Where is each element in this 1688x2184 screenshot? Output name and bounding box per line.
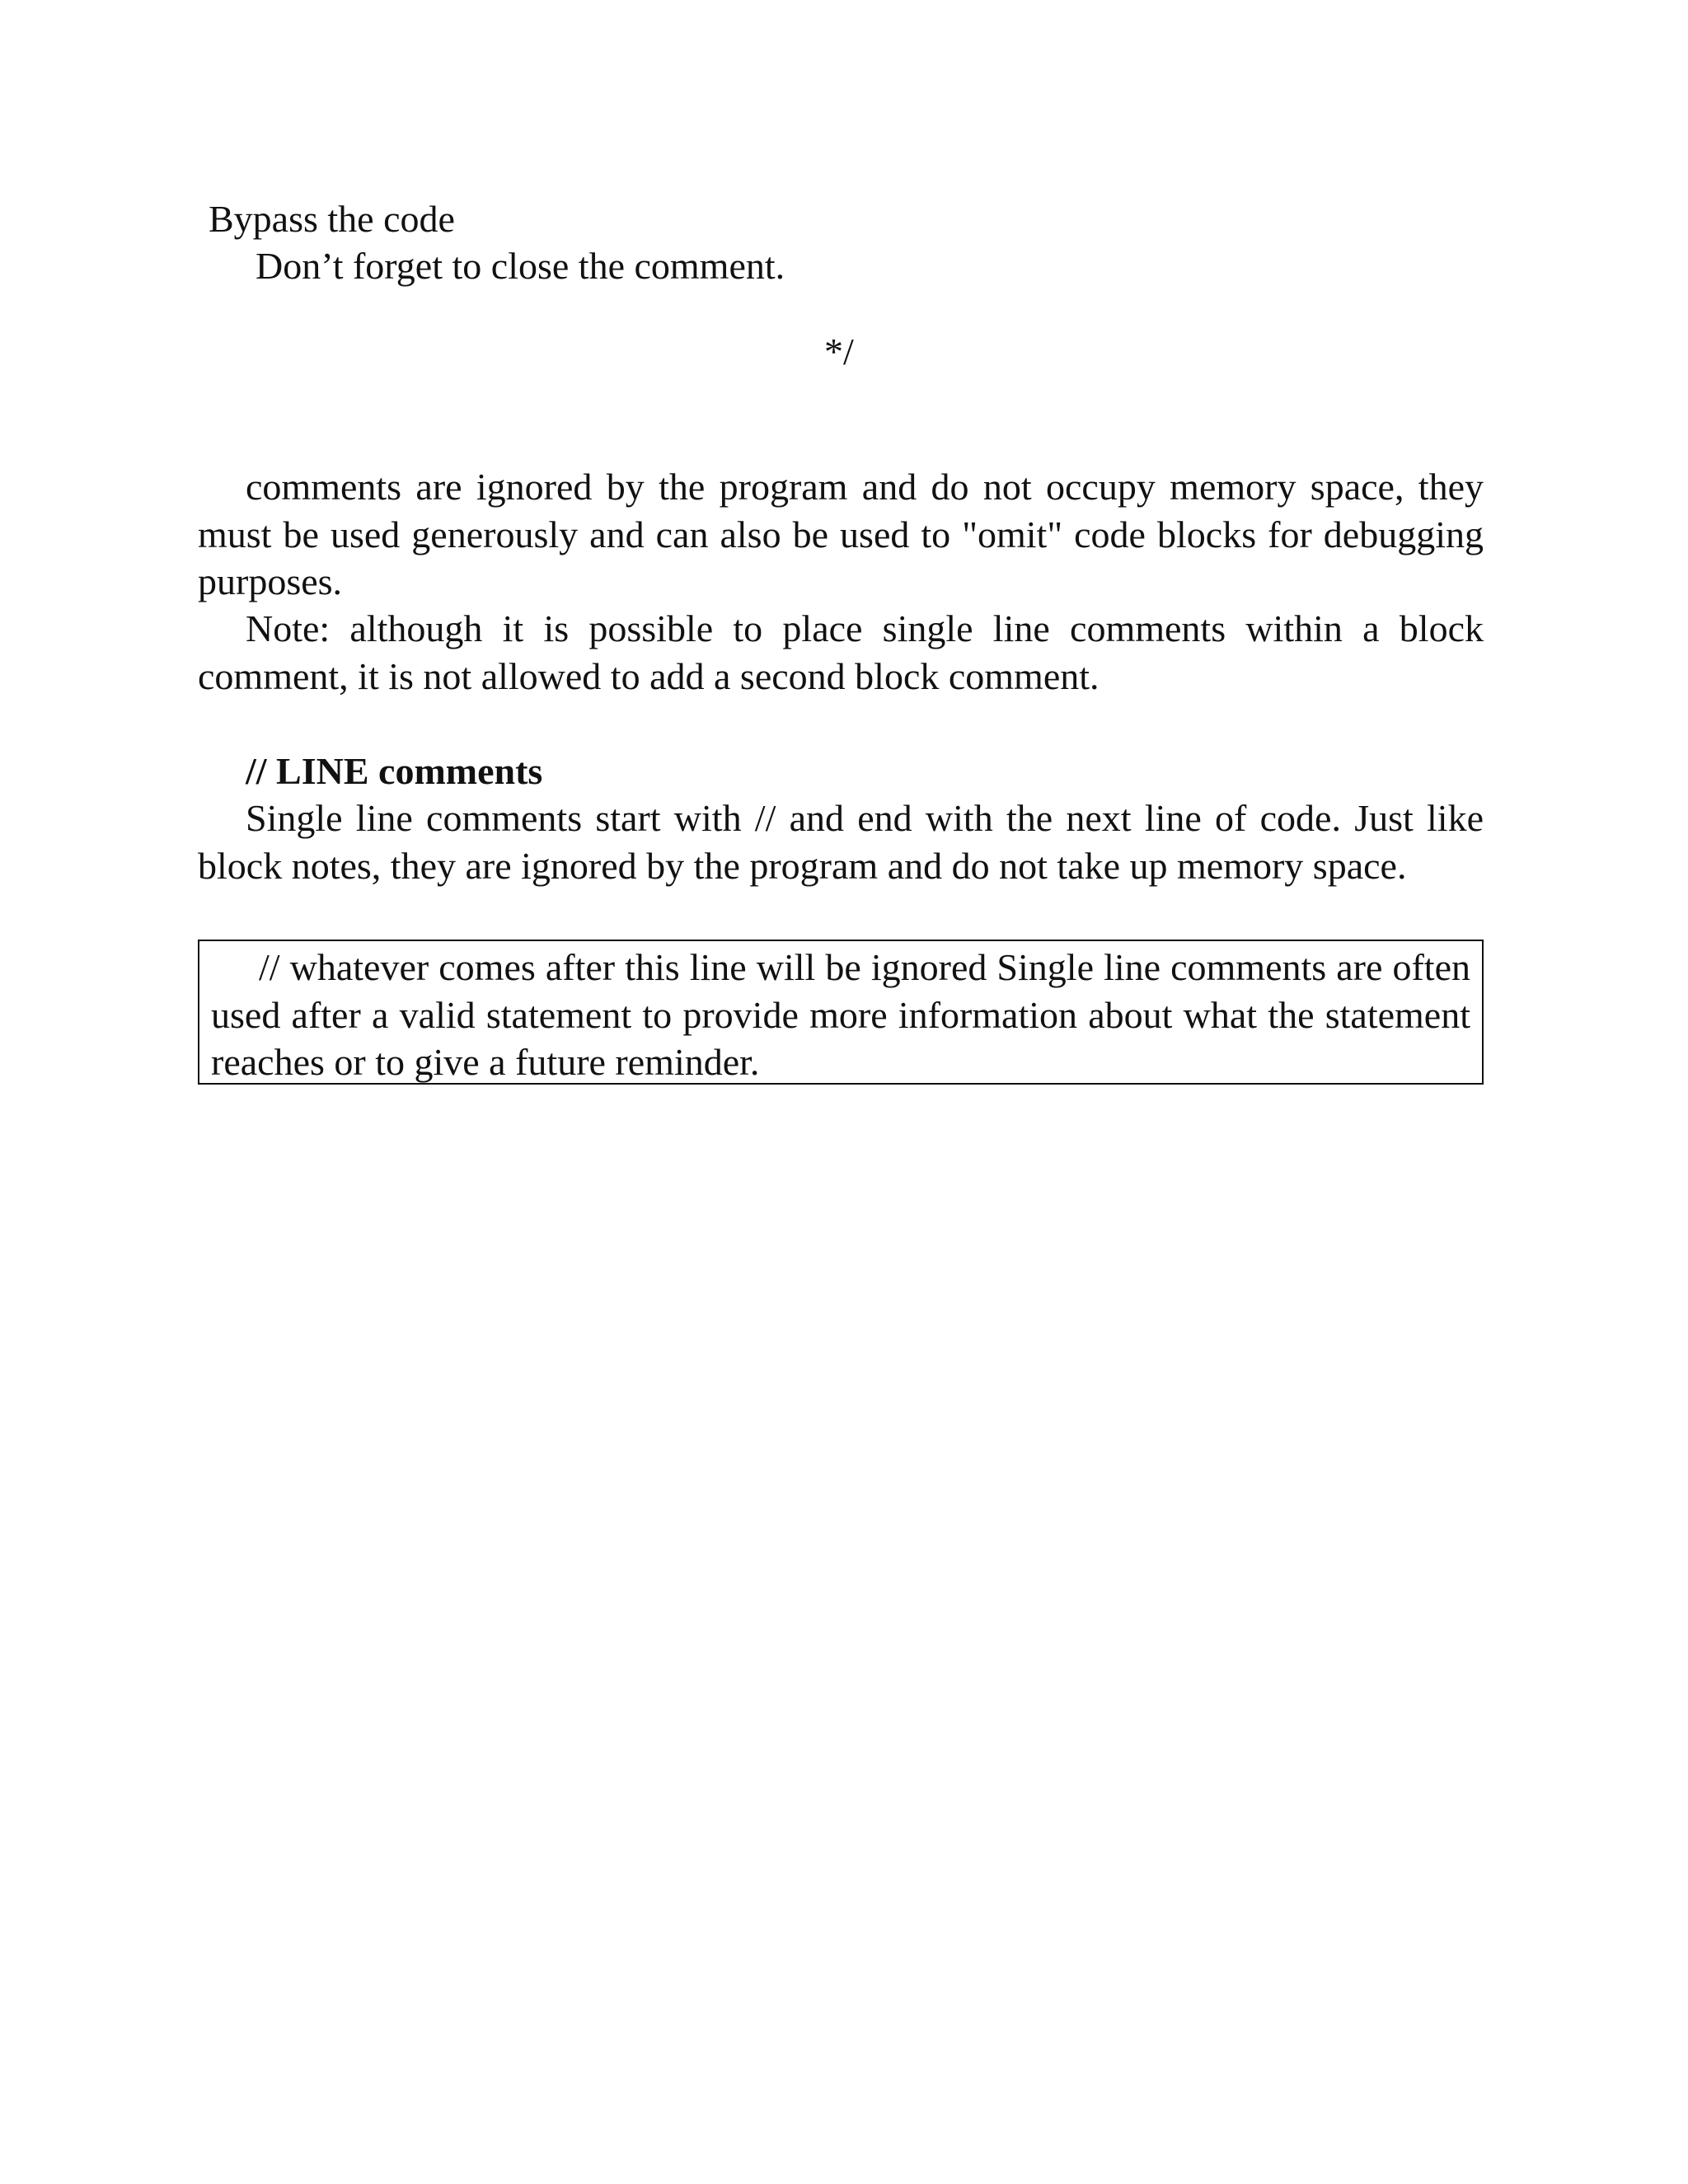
line-comments-heading: // LINE comments xyxy=(246,750,543,792)
line-comments-paragraph: Single line comments start with // and end with the next line of code. Just like block notes, they are ignored by the program and do not take up memory space. xyxy=(198,797,1484,887)
block-comment-close-marker: */ xyxy=(824,330,854,373)
block-comment-line-1: Bypass the code xyxy=(209,198,455,240)
block-comment-line-2: Don’t forget to close the comment. xyxy=(256,245,785,287)
comments-paragraph: comments are ignored by the program and do not occupy memory space, they must be used generously and can also be used to "omit" code blocks for debugging purposes. xyxy=(198,466,1484,602)
code-example-text: // whatever comes after this line will be ignored Single line comments are often used after a valid statement to provide more information about what the statement reaches or to give a future reminder. xyxy=(211,946,1470,1083)
note-paragraph: Note: although it is possible to place single line comments within a block comment, it is not allowed to add a second block comment. xyxy=(198,607,1484,697)
code-example-box xyxy=(198,940,1484,1085)
